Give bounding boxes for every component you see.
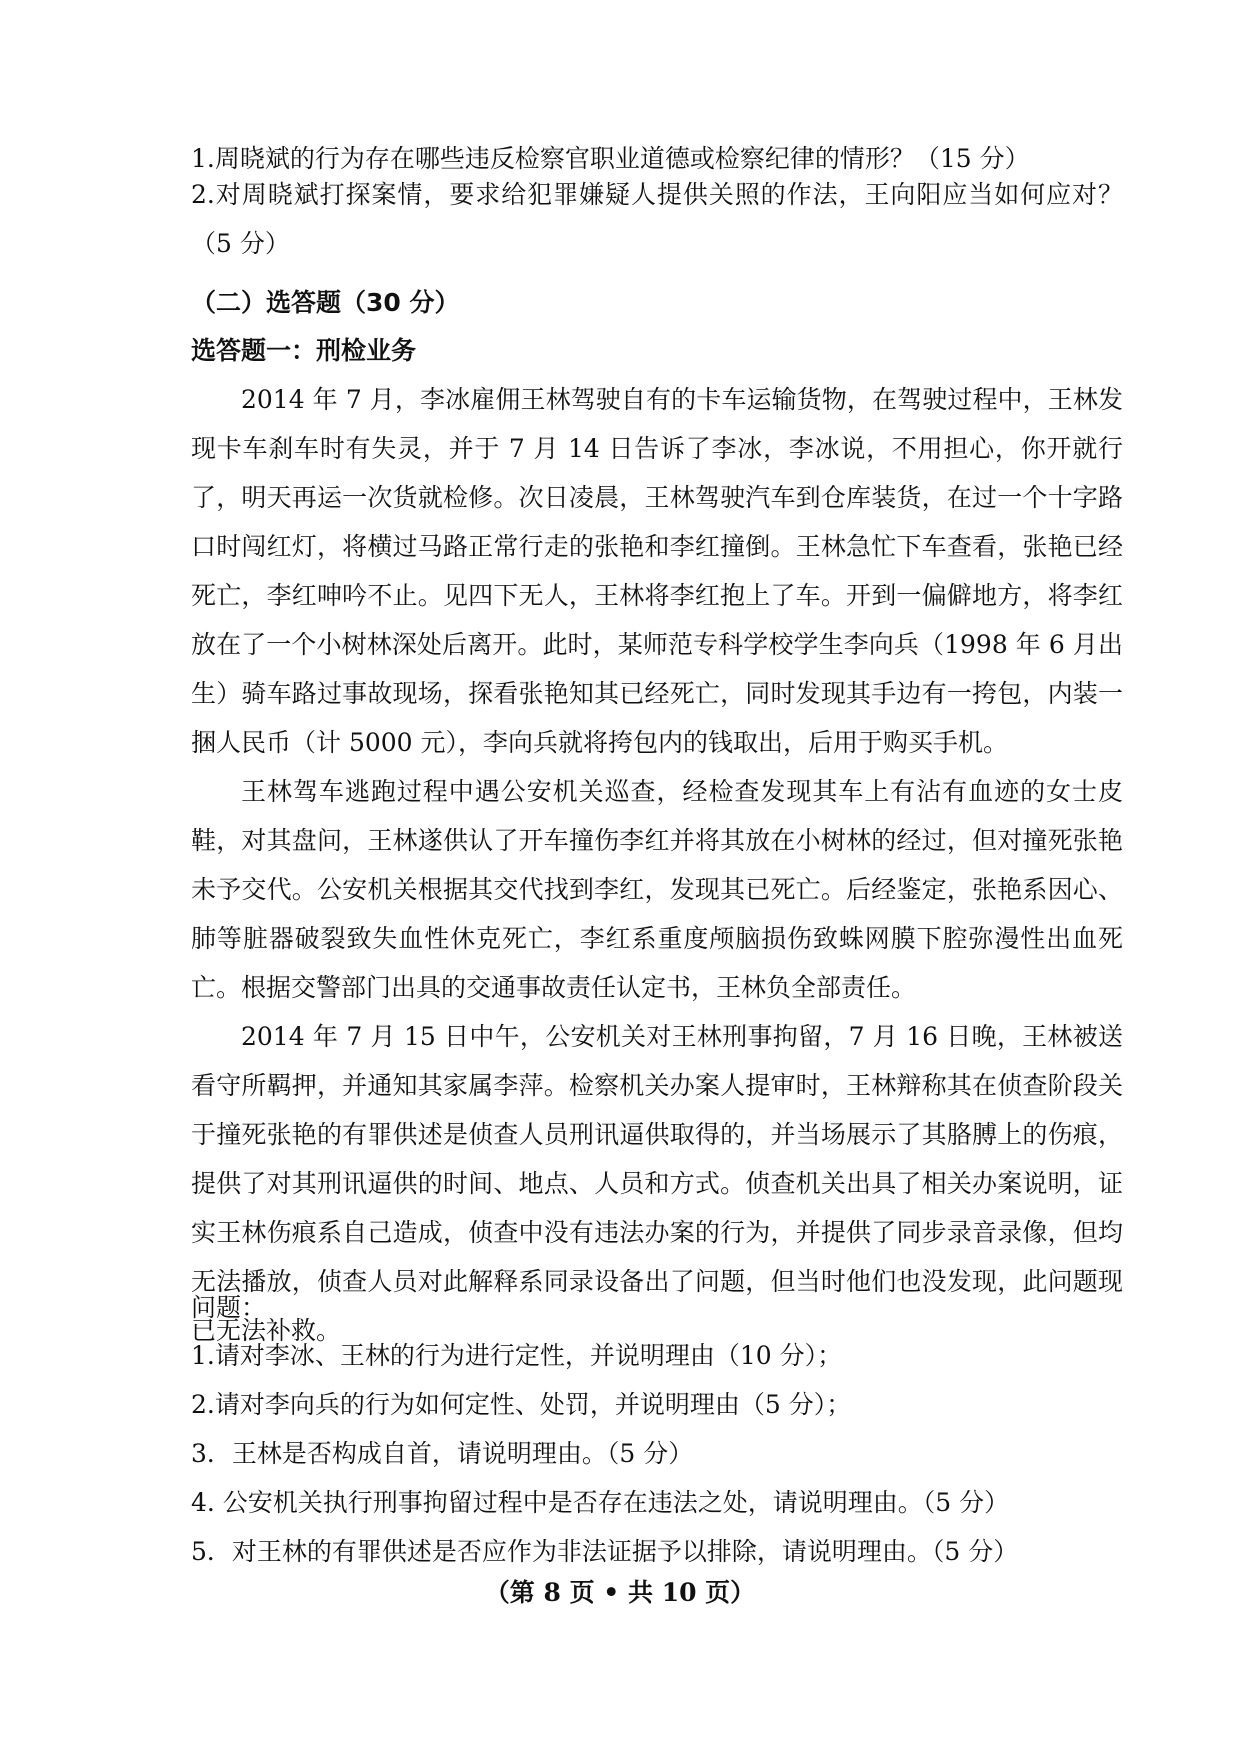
body-paragraph: 2014 年 7 月 15 日中午，公安机关对王林刑事拘留，7 月 16 日晚，王林被送看守所羁押，并通知其家属李萍。检察机关办案人提审时，王林辩称其在侦查阶段关于撞死张艳的有罪供述是侦查人员刑讯逼供取得的，并当场展示了其胳膊上的伤痕，提供了对其刑讯逼供的时间、地点、人员和方式。侦查机关出具了相关办案说明，证实王林伤痕系自己造成，侦查中没有违法办案的行为，并提供了同步录音录像，但均无法播放，侦查人员对此解释系同录设备出了问题，但当时他们也没发现，此问题现已无法补救。 [191,1022,1123,1345]
question-item: 1.请对李冰、王林的行为进行定性，并说明理由（10 分）； [191,1341,843,1370]
question-item: 3．王林是否构成自首，请说明理由。（5 分） [191,1439,694,1468]
question-item: 1.周晓斌的行为存在哪些违反检察官职业道德或检察纪律的情形？（15 分） [191,144,1030,173]
question-item: 2.对周晓斌打探案情，要求给犯罪嫌疑人提供关照的作法，王向阳应当如何应对？（5 分） [191,180,1123,258]
subsection-title: 选答题一：刑检业务 [191,336,417,365]
body-paragraph: 王林驾车逃跑过程中遇公安机关巡查，经检查发现其车上有沾有血迹的女士皮鞋，对其盘问，王林遂供认了开车撞伤李红并将其放在小树林的经过，但对撞死张艳未予交代。公安机关根据其交代找到李红，发现其已死亡。后经鉴定，张艳系因心、肺等脏器破裂致失血性休克死亡，李红系重度颅脑损伤致蛛网膜下腔弥漫性出血死亡。根据交警部门出具的交通事故责任认定书，王林负全部责任。 [191,777,1123,1002]
question-item: 5．对王林的有罪供述是否应作为非法证据予以排除，请说明理由。（5 分） [191,1537,1019,1566]
section-title: （二）选答题（30 分） [191,288,460,317]
question-item: 4. 公安机关执行刑事拘留过程中是否存在违法之处，请说明理由。（5 分） [191,1488,1010,1517]
questions-label: 问题： [191,1293,267,1322]
body-paragraph: 2014 年 7 月，李冰雇佣王林驾驶自有的卡车运输货物，在驾驶过程中，王林发现卡车刹车时有失灵，并于 7 月 14 日告诉了李冰，李冰说，不用担心，你开就行了，明天再运一次货就检修。次日凌晨，王林驾驶汽车到仓库装货，在过一个十字路口时闯红灯，将横过马路正常行走的张艳和李红撞倒。王林急忙下车查看，张艳已经死亡，李红呻吟不止。见四下无人，王林将李红抱上了车。开到一偏僻地方，将李红放在了一个小树林深处后离开。此时，某师范专科学校学生李向兵（1998 年 6 月出生）骑车路过事故现场，探看张艳知其已经死亡，同时发现其手边有一挎包，内装一捆人民币（计 5000 元），李向兵就将挎包内的钱取出，后用于购买手机。 [191,385,1123,757]
page-footer: （第 8 页 • 共 10 页） [484,1578,756,1607]
question-item: 2.请对李向兵的行为如何定性、处罚，并说明理由（5 分）； [191,1390,852,1419]
